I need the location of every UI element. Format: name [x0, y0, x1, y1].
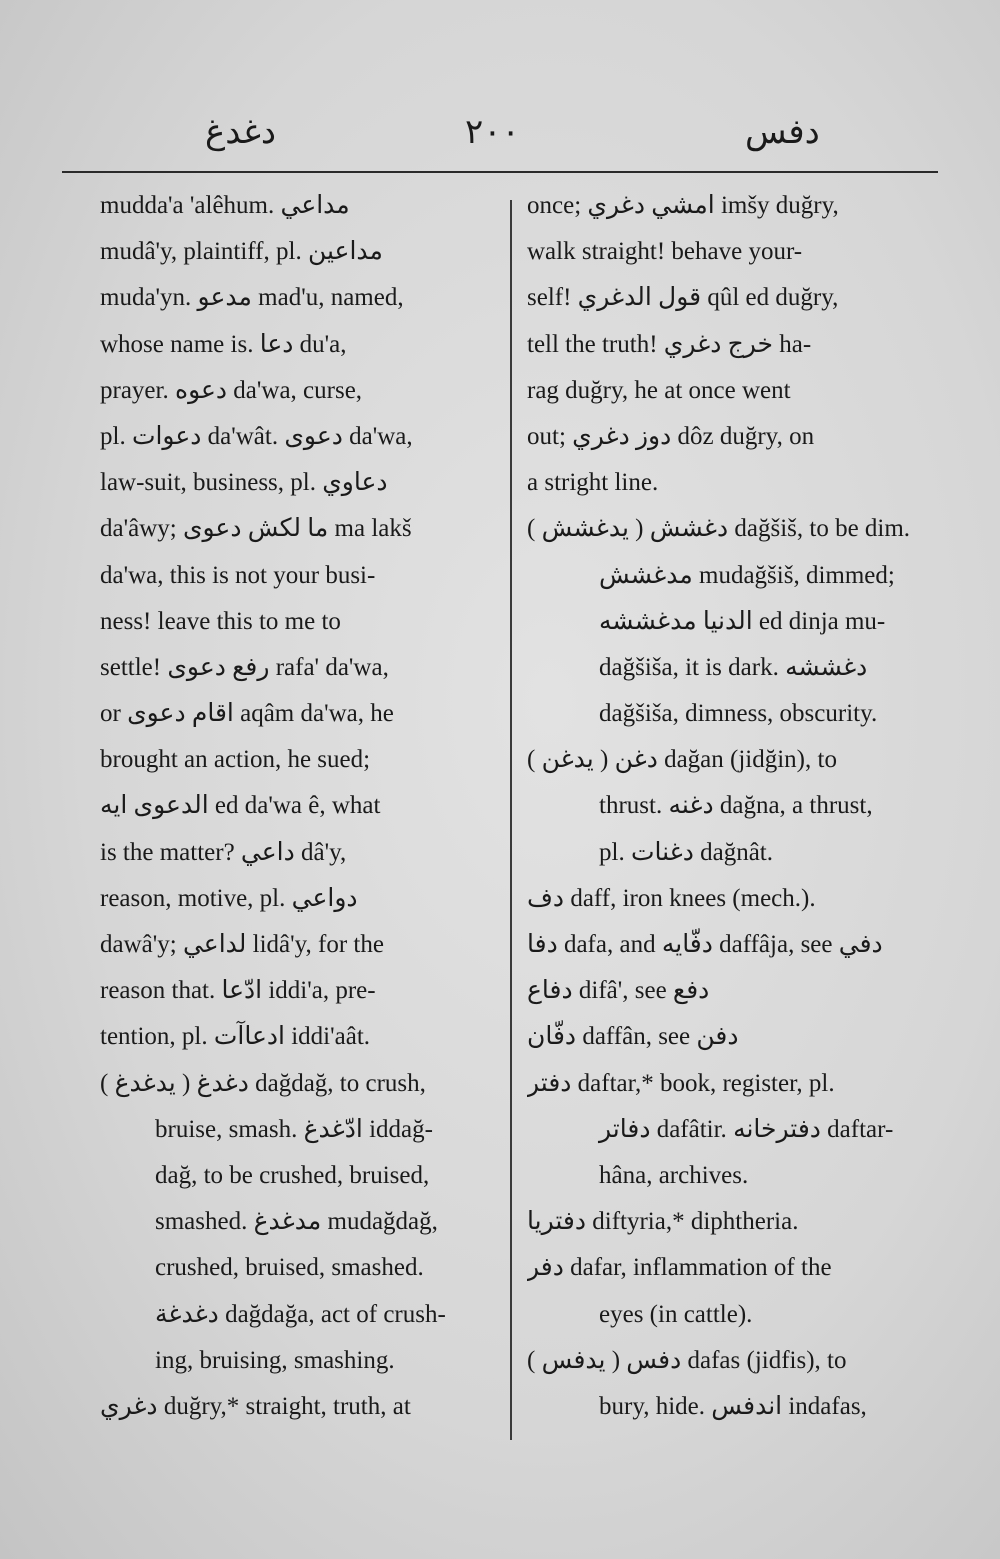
entry-line: mudda'a 'alêhum. مداعي — [100, 192, 350, 219]
entry-line: دف daff, iron knees (mech.). — [527, 884, 816, 912]
page-number: ٢٠٠ — [465, 114, 520, 151]
running-header — [0, 112, 1000, 162]
entry-line: reason that. ادّعا iddi'a, pre- — [100, 977, 376, 1005]
entry-line: dağ, to be crushed, bruised, — [155, 1161, 430, 1189]
entry-line: دفّان daffân, see دفن — [527, 1023, 739, 1051]
header-left-word: دغدغ — [205, 114, 277, 151]
entry-line: مدغشش mudağšiš, dimmed; — [599, 561, 895, 589]
entry-line: دفتريا diftyria,* diphtheria. — [527, 1208, 799, 1236]
entry-line: dawâ'y; لداعي lidâ'y, for the — [100, 931, 384, 958]
entry-line: ing, bruising, smashing. — [155, 1346, 395, 1374]
entry-line: دغن ( يدغن ) dağan (jidğin), to — [527, 746, 837, 774]
entry-line: is the matter? داعي dâ'y, — [100, 838, 347, 866]
entry-line: reason, motive, pl. دواعي — [100, 884, 358, 912]
right-column — [527, 183, 952, 1430]
entry-line: eyes (in cattle). — [599, 1300, 753, 1328]
entry-line: da'âwy; ما لكش دعوى ma lakš — [100, 515, 412, 543]
entry-line: tell the truth! خرج دغري ha- — [527, 330, 812, 358]
entry-line: دفاع difâ', see دفع — [527, 977, 710, 1005]
entry-line: دغشش ( يدغشش ) dağšiš, to be dim. — [527, 515, 911, 543]
entry-line: tention, pl. ادعاآت iddi'aât. — [100, 1023, 371, 1051]
entry-line: bury, hide. اندفس indafas, — [599, 1392, 867, 1420]
entry-line: da'wa, this is not your busi- — [100, 561, 376, 589]
entry-line: or اقام دعوى aqâm da'wa, he — [100, 700, 394, 728]
entry-line: law-suit, business, pl. دعاوي — [100, 469, 388, 497]
entry-line: walk straight! behave your- — [527, 238, 803, 266]
entry-line: pl. دغنات dağnât. — [599, 838, 773, 866]
entry-line: الدنيا مدغششه ed dinja mu- — [599, 607, 886, 635]
entry-line: دفا dafa, and دفّايه daffâja, see دفي — [527, 931, 883, 958]
entry-line: دفس ( يدفس ) dafas (jidfis), to — [527, 1346, 847, 1374]
entry-line: دغدغة dağdağa, act of crush- — [155, 1300, 446, 1328]
entry-line: دغدغ ( يدغدغ ) dağdağ, to crush, — [100, 1069, 426, 1097]
entry-line: دفاتر dafâtir. دفترخانه daftar- — [599, 1115, 894, 1143]
entry-line: crushed, bruised, smashed. — [155, 1254, 424, 1282]
entry-line: mudâ'y, plaintiff, pl. مداعين — [100, 238, 383, 266]
entry-line: settle! رفع دعوى rafa' da'wa, — [100, 653, 389, 681]
entry-line: self! قول الدغري qûl ed duğry, — [527, 284, 839, 312]
entry-line: smashed. مدغدغ mudağdağ, — [155, 1208, 438, 1236]
entry-line: pl. دعوات da'wât. دعوى da'wa, — [100, 422, 413, 450]
entry-line: الدعوى ايه ed da'wa ê, what — [100, 792, 381, 820]
entry-line: rag duğry, he at once went — [527, 376, 791, 404]
entry-line: brought an action, he sued; — [100, 746, 371, 774]
entry-line: دفتر daftar,* book, register, pl. — [527, 1069, 835, 1097]
entry-line: once; امشي دغري imšy duğry, — [527, 192, 839, 219]
entry-line: a stright line. — [527, 469, 659, 497]
entry-line: out; دوز دغري dôz duğry, on — [527, 422, 815, 450]
entry-line: muda'yn. مدعو mad'u, named, — [100, 284, 404, 312]
entry-line: dağšiša, it is dark. دغششه — [599, 653, 868, 681]
entry-line: thrust. دغنه dağna, a thrust, — [599, 792, 873, 820]
entry-line: hâna, archives. — [599, 1161, 749, 1189]
header-rule — [62, 171, 938, 173]
left-column — [100, 183, 505, 1430]
entry-line: دفر dafar, inflammation of the — [527, 1254, 832, 1282]
column-divider — [510, 200, 512, 1440]
entry-line: whose name is. دعا du'a, — [100, 330, 347, 358]
entry-line: prayer. دعوه da'wa, curse, — [100, 376, 363, 404]
header-right-word: دفس — [745, 114, 820, 151]
entry-line: ness! leave this to me to — [100, 607, 341, 635]
entry-line: dağšiša, dimness, obscurity. — [599, 700, 878, 728]
entry-line: دغري duğry,* straight, truth, at — [100, 1392, 411, 1420]
entry-line: bruise, smash. ادّغدغ iddağ- — [155, 1115, 433, 1143]
